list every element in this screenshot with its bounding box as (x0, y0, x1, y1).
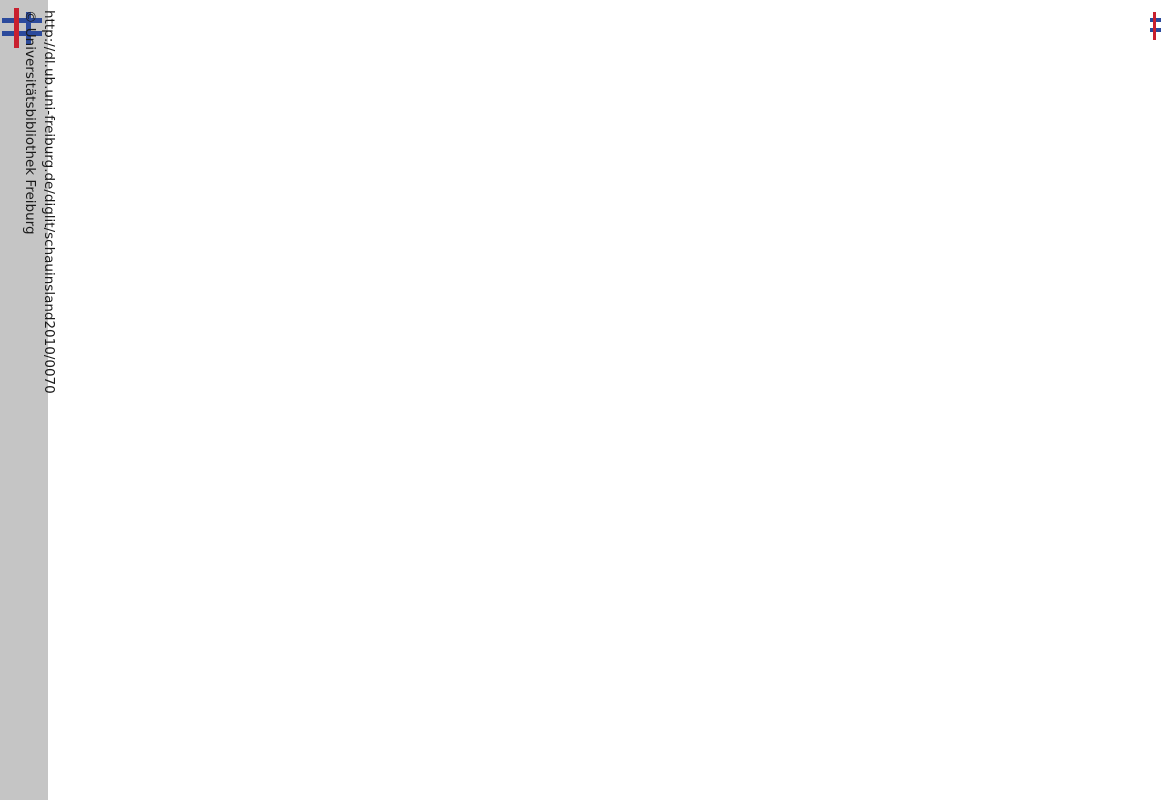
source-caption (0, 10, 58, 790)
edge-logo-icon (1150, 10, 1161, 44)
copyright-text: © Universitätsbibliothek Freiburg (22, 10, 38, 235)
sidebar-strip (0, 0, 57, 800)
source-url[interactable]: http://dl.ub.uni-freiburg.de/diglit/schauinsland2010/0070 (41, 10, 57, 394)
